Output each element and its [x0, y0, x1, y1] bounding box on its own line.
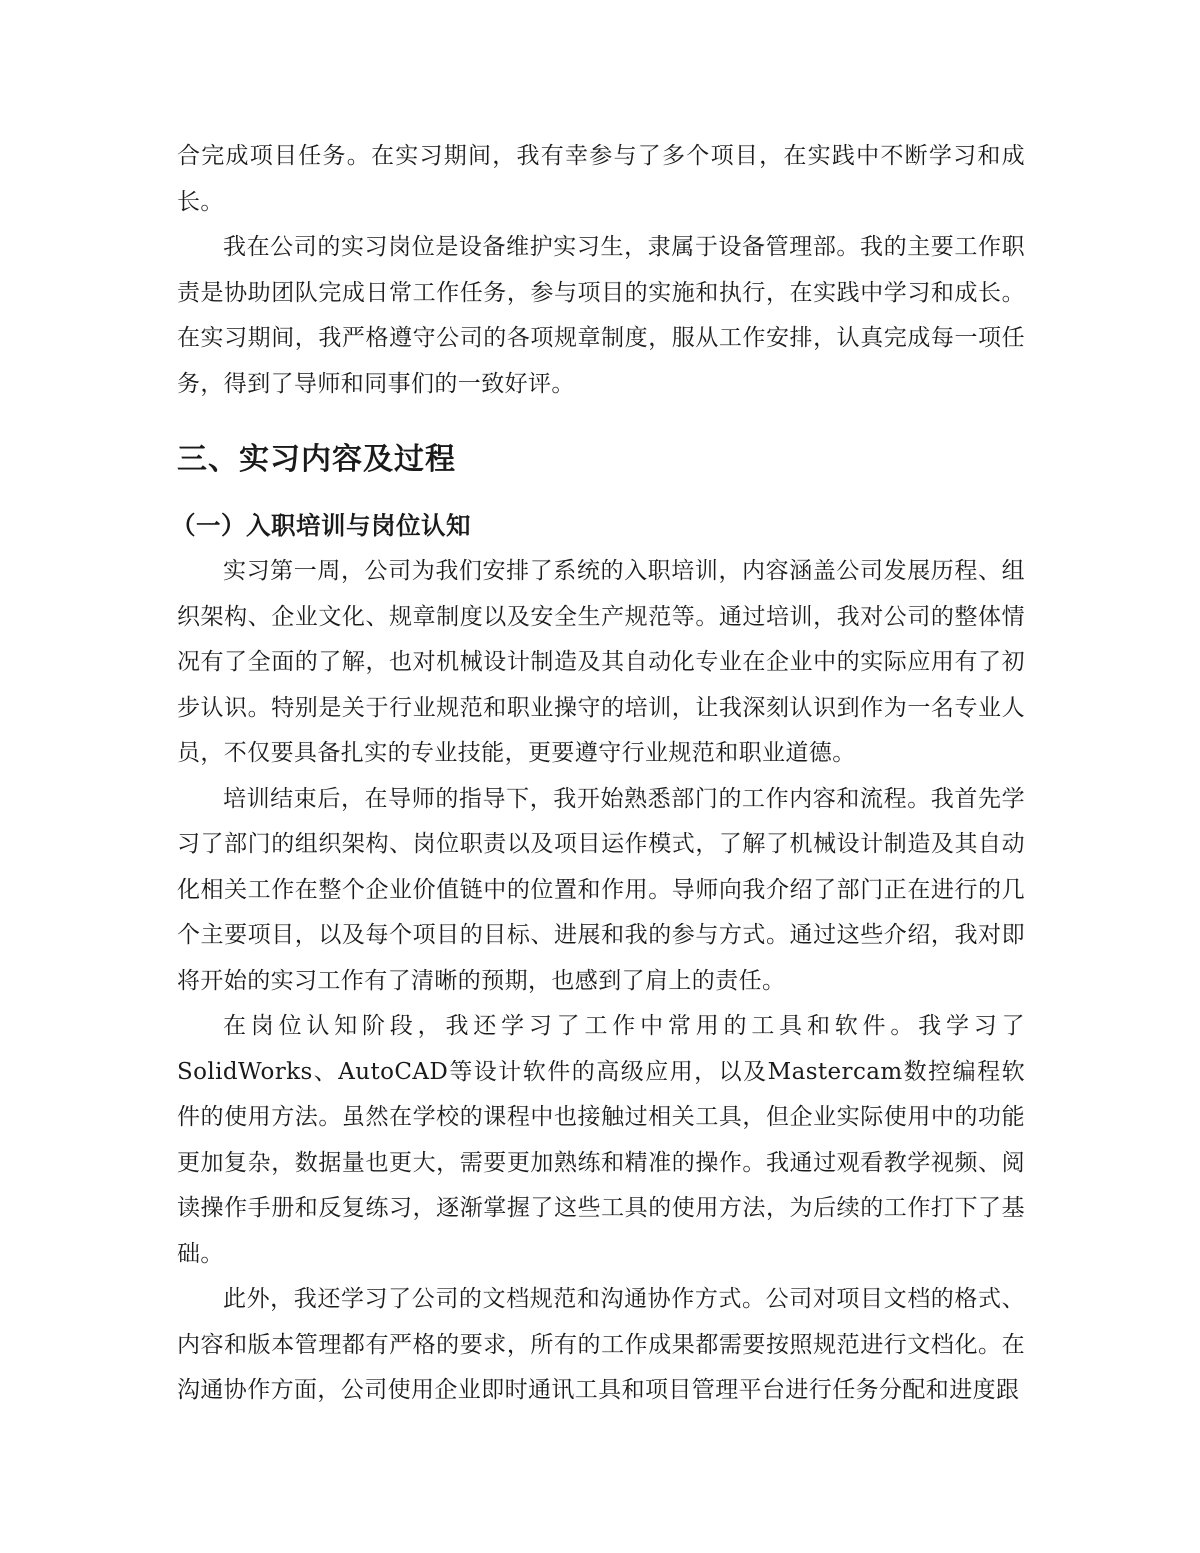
paragraph-onboarding-training: 实习第一周，公司为我们安排了系统的入职培训，内容涵盖公司发展历程、组织架构、企业文化、规章制度以及安全生产规范等。通过培训，我对公司的整体情况有了全面的了解，也对机械设计制造及其自动化专业在企业中的实际应用有了初步认识。特别是关于行业规范和职业操守的培训，让我深刻认识到作为一名专业人员，不仅要具备扎实的专业技能，更要遵守行业规范和职业道德。 — [177, 558, 1025, 766]
document-body — [171, 134, 1025, 1414]
paragraph-continued: 合完成项目任务。在实习期间，我有幸参与了多个项目，在实践中不断学习和成长。 — [177, 143, 1025, 215]
subsection-heading: （一）入职培训与岗位认知 — [171, 511, 471, 540]
paragraph-documentation-collaboration: 此外，我还学习了公司的文档规范和沟通协作方式。公司对项目文档的格式、内容和版本管理都有严格的要求，所有的工作成果都需要按照规范进行文档化。在沟通协作方面，公司使用企业即时通讯工具和项目管理平台进行任务分配和进度跟 — [177, 1286, 1025, 1403]
paragraph-tools-software: 在岗位认知阶段，我还学习了工作中常用的工具和软件。我学习了SolidWorks、AutoCAD等设计软件的高级应用，以及Mastercam数控编程软件的使用方法。虽然在学校的课程中也接触过相关工具，但企业实际使用中的功能更加复杂，数据量也更大，需要更加熟练和精准的操作。我通过观看教学视频、阅读操作手册和反复练习，逐渐掌握了这些工具的使用方法，为后续的工作打下了基础。 — [177, 1013, 1025, 1267]
paragraph-department-familiarization: 培训结束后，在导师的指导下，我开始熟悉部门的工作内容和流程。我首先学习了部门的组织架构、岗位职责以及项目运作模式，了解了机械设计制造及其自动化相关工作在整个企业价值链中的位置和作用。导师向我介绍了部门正在进行的几个主要项目，以及每个项目的目标、进展和我的参与方式。通过这些介绍，我对即将开始的实习工作有了清晰的预期，也感到了肩上的责任。 — [177, 785, 1025, 994]
paragraph-internship-position: 我在公司的实习岗位是设备维护实习生，隶属于设备管理部。我的主要工作职责是协助团队完成日常工作任务，参与项目的实施和执行，在实践中学习和成长。在实习期间，我严格遵守公司的各项规章制度，服从工作安排，认真完成每一项任务，得到了导师和同事们的一致好评。 — [177, 234, 1025, 397]
section-heading: 三、实习内容及过程 — [177, 442, 456, 477]
